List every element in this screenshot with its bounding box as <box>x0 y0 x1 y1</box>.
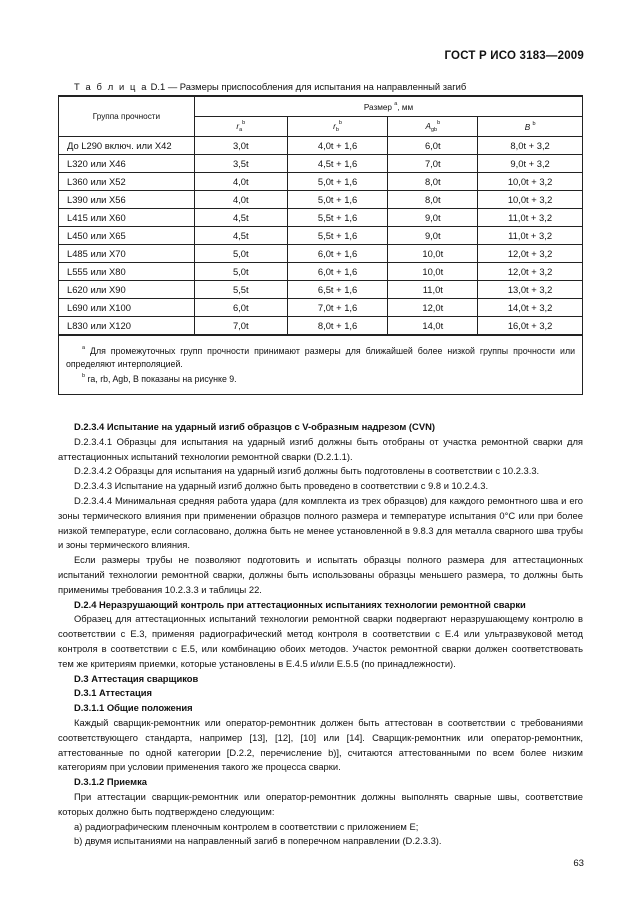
dimension-cell: 10,0t + 3,2 <box>478 191 583 209</box>
dimension-cell: 5,0t <box>194 245 287 263</box>
dimensions-table <box>58 95 583 395</box>
section-heading: D.3.1.2 Приемка <box>74 776 147 788</box>
table-notes <box>59 335 583 394</box>
paragraph: D.2.3.4.1 Образцы для испытания на ударный изгиб должны быть отобраны от участка ремонтной сварки для аттестационных испытаний технологии ремонтной сварки (D.2.1.1). <box>58 435 583 462</box>
dimension-cell: 7,0t + 1,6 <box>287 299 388 317</box>
dimension-cell: 4,0t <box>194 191 287 209</box>
dimension-cell: 12,0t <box>388 299 478 317</box>
paragraph: Образец для аттестационных испытаний технологии ремонтной сварки подвергают неразрушающему контролю в соответствии с Е.3, применяя радиографический метод контроля в соответствии с Е.4 или ультразвуковой метод контроля в соответствии с Е.5, или комбинацию обоих методов. Участок ремонтной сварки должен соответствовать тем же критериям приемки, которые установлены в Е.4.5 и/или Е.5.5 (по принадлежности). <box>58 613 583 669</box>
dimension-cell: 11,0t <box>388 281 478 299</box>
dimension-cell: 9,0t <box>388 209 478 227</box>
section-heading: D.3.1.1 Общие положения <box>74 702 193 714</box>
strength-group-cell: L360 или X52 <box>59 173 195 191</box>
dimension-cell: 6,0t <box>388 137 478 155</box>
dimension-cell: 11,0t + 3,2 <box>478 227 583 245</box>
dimension-cell: 9,0t + 3,2 <box>478 155 583 173</box>
strength-group-cell: L450 или X65 <box>59 227 195 245</box>
dimension-cell: 16,0t + 3,2 <box>478 317 583 336</box>
footnote-b: $^b$ ra, rb, Agb, B показаны на рисунке 9. <box>82 373 237 384</box>
dimension-cell: 8,0t <box>388 173 478 191</box>
paragraph: D.2.3.4.2 Образцы для испытания на ударный изгиб должны быть подготовлены в соответствии с 10.2.3.3. <box>74 465 540 477</box>
table-row <box>59 317 583 336</box>
dimension-cell: 11,0t + 3,2 <box>478 209 583 227</box>
table-row <box>59 173 583 191</box>
strength-group-cell: L620 или X90 <box>59 281 195 299</box>
table-row <box>59 191 583 209</box>
table-caption-prefix: Т а б л и ц а <box>74 81 149 92</box>
dimension-cell: 4,0t <box>194 173 287 191</box>
table-caption <box>74 81 466 92</box>
strength-group-cell: До L290 включ. или X42 <box>59 137 195 155</box>
dimension-cell: 5,0t <box>194 263 287 281</box>
strength-group-cell: L390 или X56 <box>59 191 195 209</box>
section-heading: D.2.3.4 Испытание на ударный изгиб образцов с V-образным надрезом (CVN) <box>74 421 435 432</box>
strength-group-cell: L555 или X80 <box>59 263 195 281</box>
dimension-cell: 5,5t <box>194 281 287 299</box>
paragraph: D.2.3.4.4 Минимальная средняя работа удара (для комплекта из трех образцов) для каждого ремонтного шва и его зоны термического влияния при применении образцов полного размера и температуре испытания 0°С или при более низкой температуре, если согласовано, должна быть не менее установленной в 9.8.3 для металла сварного шва трубы и зоны термического влияния. <box>58 494 583 551</box>
strength-group-cell: L415 или X60 <box>59 209 195 227</box>
dimension-cell: 5,5t + 1,6 <box>287 227 388 245</box>
table-row <box>59 137 583 155</box>
dimension-cell: 4,5t <box>194 209 287 227</box>
dimension-cell: 4,5t + 1,6 <box>287 155 388 173</box>
paragraph: b) двумя испытаниями на направленный загиб в поперечном направлении (D.2.3.3). <box>74 835 442 847</box>
section-heading: D.3.1 Аттестация <box>74 687 152 699</box>
dimension-cell: 13,0t + 3,2 <box>478 281 583 299</box>
dimension-cell: 12,0t + 3,2 <box>478 245 583 263</box>
dimension-cell: 8,0t <box>388 191 478 209</box>
paragraph: При аттестации сварщик-ремонтник или оператор-ремонтник должны выполнять сварные швы, соответствие которых должно быть подтверждено следующим: <box>58 790 583 817</box>
table-row <box>59 155 583 173</box>
dimension-cell: 3,0t <box>194 137 287 155</box>
dimension-cell: 7,0t <box>388 155 478 173</box>
column-header-agb: $A_{gb}^b$ <box>388 117 478 137</box>
table-row <box>59 227 583 245</box>
dimension-cell: 10,0t <box>388 245 478 263</box>
dimension-cell: 4,0t + 1,6 <box>287 137 388 155</box>
dimension-cell: 14,0t <box>388 317 478 336</box>
dimension-cell: 6,0t + 1,6 <box>287 263 388 281</box>
strength-group-cell: L320 или X46 <box>59 155 195 173</box>
dimension-cell: 3,5t <box>194 155 287 173</box>
table-caption-text: D.1 — Размеры приспособления для испытания на направленный загиб <box>148 81 467 92</box>
table-row <box>59 281 583 299</box>
section-heading: D.3 Аттестация сварщиков <box>74 672 199 684</box>
dimension-cell: 10,0t <box>388 263 478 281</box>
dimension-cell: 5,0t + 1,6 <box>287 173 388 191</box>
dimension-cell: 5,5t + 1,6 <box>287 209 388 227</box>
dimension-cell: 7,0t <box>194 317 287 336</box>
strength-group-cell: L830 или X120 <box>59 317 195 336</box>
table-row <box>59 209 583 227</box>
strength-group-cell: L690 или X100 <box>59 299 195 317</box>
section-heading: D.2.4 Неразрушающий контроль при аттестационных испытаниях технологии ремонтной сварки <box>74 598 526 610</box>
page-number: 63 <box>573 858 584 869</box>
dimension-cell: 8,0t + 3,2 <box>478 137 583 155</box>
paragraph: Если размеры трубы не позволяют подготовить и испытать образцы полного размера для аттестационных испытаний технологии ремонтной сварки, должны быть использованы образцы меньшего размера, то должны быть применимы требования 10.2.3.3 и таблицы 22. <box>58 554 583 595</box>
dimension-cell: 5,0t + 1,6 <box>287 191 388 209</box>
dimension-cell: 8,0t + 1,6 <box>287 317 388 336</box>
table-row <box>59 263 583 281</box>
paragraph: Каждый сварщик-ремонтник или оператор-ремонтник должен быть аттестован в соответствии с требованиями соответствующего стандарта, например [13], [12], [10] или [14]. Сварщик-ремонтник или оператор-ремонтник, аттестованные по одной категории [D.2.2, перечисление b)], считаются аттестованными по всем более низким категориям при условии применения такого же процесса сварки. <box>58 716 583 773</box>
column-header-b: B $^b$ <box>478 117 583 137</box>
body-text <box>58 420 583 849</box>
column-header-rb: $r_b^b$ <box>287 117 388 137</box>
paragraph: D.2.3.4.3 Испытание на ударный изгиб должно быть проведено в соответствии с 9.8 и 10.2.4.3. <box>74 480 489 492</box>
footnote-a: $^a$ Для промежуточных групп прочности принимают размеры для ближайшей более низкой группы прочности или определяют интерполяцией. <box>66 345 575 369</box>
column-header-group: Группа прочности <box>59 96 195 137</box>
dimension-cell: 6,0t + 1,6 <box>287 245 388 263</box>
dimension-cell: 6,5t + 1,6 <box>287 281 388 299</box>
dimension-cell: 4,5t <box>194 227 287 245</box>
dimension-cell: 12,0t + 3,2 <box>478 263 583 281</box>
dimension-cell: 14,0t + 3,2 <box>478 299 583 317</box>
table-row <box>59 245 583 263</box>
dimension-cell: 10,0t + 3,2 <box>478 173 583 191</box>
paragraph: а) радиографическим пленочным контролем в соответствии с приложением Е; <box>74 820 419 832</box>
dimension-cell: 6,0t <box>194 299 287 317</box>
table-row <box>59 299 583 317</box>
column-header-ra: $r_a^b$ <box>194 117 287 137</box>
strength-group-cell: L485 или X70 <box>59 245 195 263</box>
document-header: ГОСТ Р ИСО 3183—2009 <box>444 50 584 62</box>
column-header-size: Размер $^а$, мм <box>194 96 582 117</box>
dimension-cell: 9,0t <box>388 227 478 245</box>
